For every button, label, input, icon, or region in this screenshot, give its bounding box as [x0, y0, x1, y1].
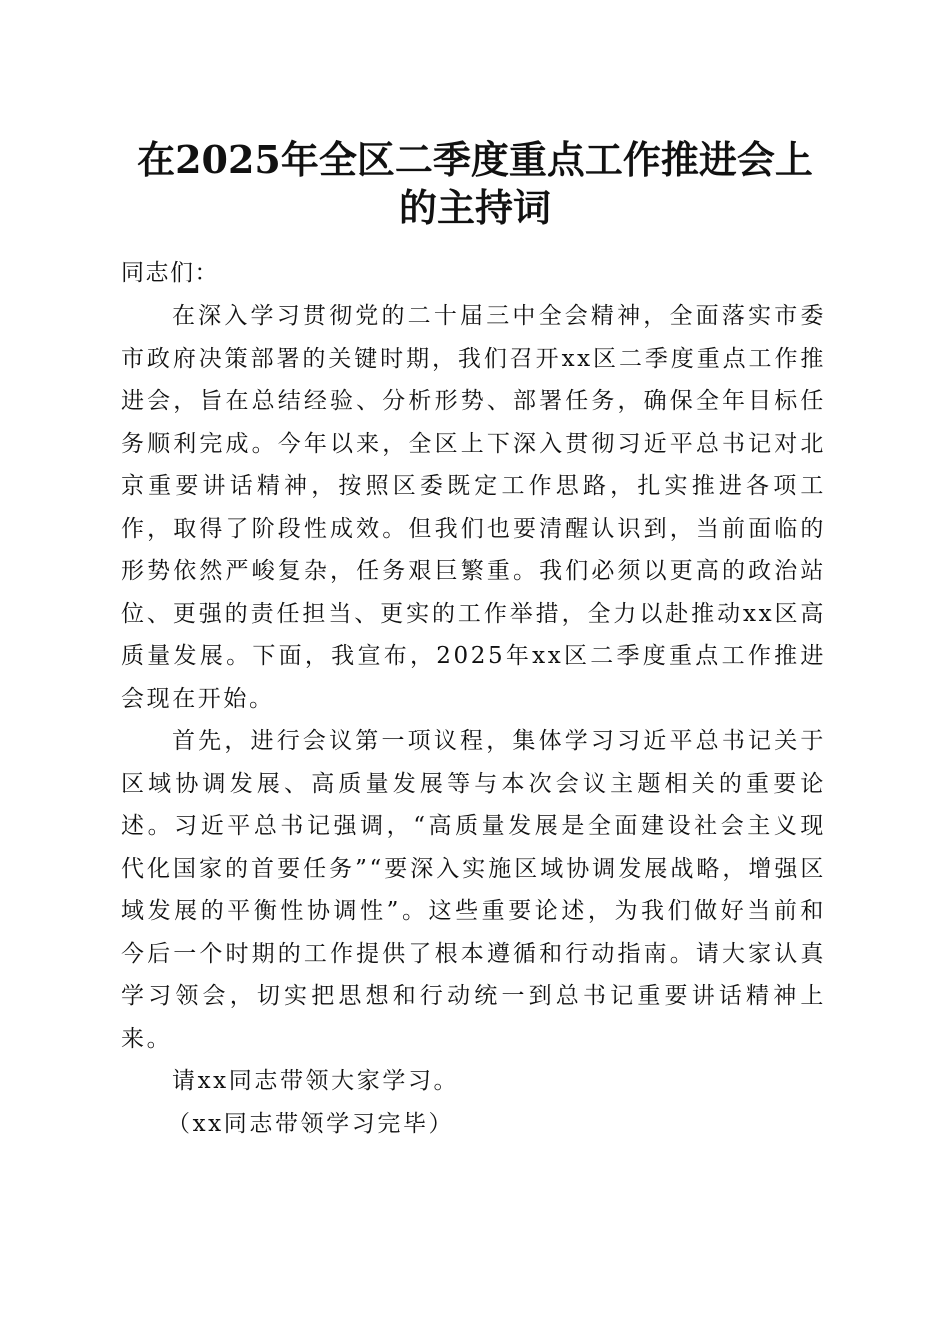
salutation: 同志们：	[121, 260, 219, 286]
paragraph-agenda-study: 首先，进行会议第一项议程，集体学习习近平总书记关于区域协调发展、高质量发展等与本次会议主题相关的重要论述。习近平总书记强调，“高质量发展是全面建设社会主义现代化国家的首要任务”“要深入实施区域协调发展战略，增强区域发展的平衡性协调性”。这些重要论述，为我们做好当前和今后一个时期的工作提供了根本遵循和行动指南。请大家认真学习领会，切实把思想和行动统一到总书记重要讲话精神上来。	[121, 728, 826, 1052]
document-body	[121, 252, 826, 1145]
document-title: 在2025年全区二季度重点工作推进会上的主持词	[137, 137, 813, 230]
paragraph-opening: 在深入学习贯彻党的二十届三中全会精神，全面落实市委市政府决策部署的关键时期，我们召开xx区二季度重点工作推进会，旨在总结经验、分析形势、部署任务，确保全年目标任务顺利完成。今年以来，全区上下深入贯彻习近平总书记对北京重要讲话精神，按照区委既定工作思路，扎实推进各项工作，取得了阶段性成效。但我们也要清醒认识到，当前面临的形势依然严峻复杂，任务艰巨繁重。我们必须以更高的政治站位、更强的责任担当、更实的工作举措，全力以赴推动xx区高质量发展。下面，我宣布，2025年xx区二季度重点工作推进会现在开始。	[121, 303, 826, 712]
paragraph-study-complete: （xx同志带领学习完毕）	[167, 1110, 455, 1137]
paragraph-invite-study: 请xx同志带领大家学习。	[172, 1068, 460, 1094]
